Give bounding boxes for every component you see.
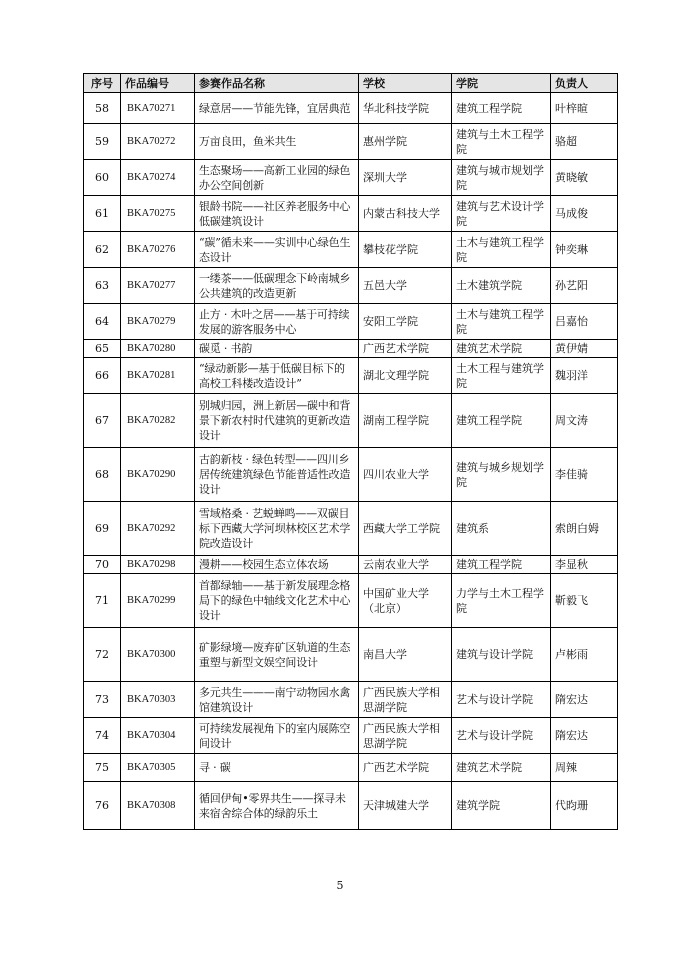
cell-name: 银龄书院——社区养老服务中心低碳建筑设计 [195,196,359,232]
cell-code: BKA70304 [121,718,195,754]
cell-name: 雪域格桑 · 艺蜕蝉鸣——双碳目标下西藏大学河坝林校区艺术学院改造设计 [195,502,359,556]
table-row [84,394,618,448]
cell-name: “绿动新影—基于低碳目标下的高校工科楼改造设计” [195,358,359,394]
cell-code: BKA70300 [121,628,195,682]
header-school: 学校 [359,74,452,93]
table-body [84,93,618,830]
cell-college: 建筑学院 [452,782,551,830]
cell-leader: 骆超 [551,124,618,160]
cell-leader: 靳毅飞 [551,574,618,628]
cell-leader: 隋宏达 [551,718,618,754]
cell-college: 建筑艺术学院 [452,340,551,358]
table-row [84,502,618,556]
cell-leader: 周辣 [551,754,618,782]
cell-school: 广西艺术学院 [359,754,452,782]
cell-leader: 马成俊 [551,196,618,232]
cell-name: “碳”循未来——实训中心绿色生态设计 [195,232,359,268]
cell-seq: 59 [84,124,121,160]
cell-code: BKA70279 [121,304,195,340]
table-row [84,754,618,782]
cell-name: 循回伊甸•零界共生——探寻未来宿舍综合体的绿韵乐土 [195,782,359,830]
cell-name: 古韵新枝 · 绿色转型——四川乡居传统建筑绿色节能普适性改造设计 [195,448,359,502]
cell-school: 惠州学院 [359,124,452,160]
header-name: 参赛作品名称 [195,74,359,93]
table-row [84,196,618,232]
cell-school: 广西民族大学相思湖学院 [359,682,452,718]
cell-name: 一缕茶——低碳理念下岭南城乡公共建筑的改造更新 [195,268,359,304]
cell-seq: 58 [84,93,121,124]
table-row [84,304,618,340]
table-row [84,160,618,196]
cell-code: BKA70281 [121,358,195,394]
cell-code: BKA70275 [121,196,195,232]
cell-college: 建筑与城乡规划学院 [452,448,551,502]
cell-school: 湖北文理学院 [359,358,452,394]
table-row [84,124,618,160]
cell-college: 建筑与土木工程学院 [452,124,551,160]
cell-school: 内蒙古科技大学 [359,196,452,232]
cell-college: 土木与建筑工程学院 [452,304,551,340]
cell-seq: 68 [84,448,121,502]
cell-code: BKA70298 [121,556,195,574]
table-row [84,358,618,394]
cell-school: 攀枝花学院 [359,232,452,268]
cell-name: 碳觅 · 书韵 [195,340,359,358]
cell-name: 首都绿轴——基于新发展理念格局下的绿色中轴线文化艺术中心设计 [195,574,359,628]
cell-leader: 隋宏达 [551,682,618,718]
cell-code: BKA70274 [121,160,195,196]
cell-name: 可持续发展视角下的室内展陈空间设计 [195,718,359,754]
cell-college: 建筑与设计学院 [452,628,551,682]
cell-name: 生态聚场——高新工业园的绿色办公空间创新 [195,160,359,196]
table-row [84,93,618,124]
cell-school: 湖南工程学院 [359,394,452,448]
header-leader: 负责人 [551,74,618,93]
table-row [84,268,618,304]
cell-leader: 李显秋 [551,556,618,574]
cell-seq: 67 [84,394,121,448]
cell-college: 建筑工程学院 [452,394,551,448]
cell-college: 艺术与设计学院 [452,718,551,754]
cell-code: BKA70290 [121,448,195,502]
cell-seq: 64 [84,304,121,340]
cell-name: 止方 · 木叶之居——基于可持续发展的游客服务中心 [195,304,359,340]
cell-seq: 69 [84,502,121,556]
cell-college: 建筑工程学院 [452,556,551,574]
cell-seq: 66 [84,358,121,394]
cell-name: 万亩良田，鱼米共生 [195,124,359,160]
table-row [84,556,618,574]
cell-school: 云南农业大学 [359,556,452,574]
cell-school: 天津城建大学 [359,782,452,830]
table-row [84,628,618,682]
cell-code: BKA70277 [121,268,195,304]
cell-name: 多元共生———南宁动物园水禽馆建筑设计 [195,682,359,718]
table-row [84,448,618,502]
cell-school: 广西民族大学相思湖学院 [359,718,452,754]
entries-table [83,73,618,830]
cell-school: 华北科技学院 [359,93,452,124]
cell-school: 西藏大学工学院 [359,502,452,556]
cell-leader: 索朗白姆 [551,502,618,556]
header-college: 学院 [452,74,551,93]
cell-seq: 73 [84,682,121,718]
table-row [84,574,618,628]
table-header-row [84,74,618,93]
header-code: 作品编号 [121,74,195,93]
cell-code: BKA70292 [121,502,195,556]
cell-leader: 魏羽洋 [551,358,618,394]
cell-school: 广西艺术学院 [359,340,452,358]
cell-code: BKA70276 [121,232,195,268]
cell-school: 安阳工学院 [359,304,452,340]
cell-college: 艺术与设计学院 [452,682,551,718]
cell-name: 寻 · 碳 [195,754,359,782]
header-seq: 序号 [84,74,121,93]
cell-seq: 60 [84,160,121,196]
cell-seq: 76 [84,782,121,830]
cell-code: BKA70303 [121,682,195,718]
table-row [84,718,618,754]
cell-seq: 74 [84,718,121,754]
cell-code: BKA70282 [121,394,195,448]
table-row [84,782,618,830]
cell-school: 中国矿业大学（北京） [359,574,452,628]
cell-school: 四川农业大学 [359,448,452,502]
cell-name: 矿影绿境—废弃矿区轨道的生态重塑与新型文娱空间设计 [195,628,359,682]
cell-leader: 钟奕琳 [551,232,618,268]
cell-seq: 63 [84,268,121,304]
cell-seq: 62 [84,232,121,268]
cell-leader: 孙艺阳 [551,268,618,304]
cell-college: 土木与建筑工程学院 [452,232,551,268]
cell-seq: 71 [84,574,121,628]
cell-school: 南昌大学 [359,628,452,682]
cell-college: 建筑与艺术设计学院 [452,196,551,232]
cell-school: 深圳大学 [359,160,452,196]
cell-seq: 65 [84,340,121,358]
cell-code: BKA70299 [121,574,195,628]
table-row [84,340,618,358]
cell-code: BKA70272 [121,124,195,160]
cell-college: 建筑艺术学院 [452,754,551,782]
cell-seq: 75 [84,754,121,782]
cell-leader: 吕嘉怡 [551,304,618,340]
cell-leader: 代昀珊 [551,782,618,830]
cell-college: 土木工程与建筑学院 [452,358,551,394]
cell-college: 建筑与城市规划学院 [452,160,551,196]
cell-seq: 72 [84,628,121,682]
cell-leader: 黄伊婧 [551,340,618,358]
cell-code: BKA70308 [121,782,195,830]
cell-code: BKA70305 [121,754,195,782]
cell-leader: 黄晓敏 [551,160,618,196]
cell-name: 漫耕——校园生态立体农场 [195,556,359,574]
table-row [84,232,618,268]
cell-leader: 李佳骑 [551,448,618,502]
cell-leader: 卢彬雨 [551,628,618,682]
cell-college: 建筑工程学院 [452,93,551,124]
cell-leader: 周文涛 [551,394,618,448]
cell-college: 建筑系 [452,502,551,556]
table-row [84,682,618,718]
cell-leader: 叶梓暄 [551,93,618,124]
cell-college: 土木建筑学院 [452,268,551,304]
cell-college: 力学与土木工程学院 [452,574,551,628]
cell-name: 别城归园，洲上新居—碳中和背景下新农村时代建筑的更新改造设计 [195,394,359,448]
cell-school: 五邑大学 [359,268,452,304]
cell-seq: 61 [84,196,121,232]
cell-name: 绿意居——节能先锋，宜居典范 [195,93,359,124]
cell-seq: 70 [84,556,121,574]
cell-code: BKA70271 [121,93,195,124]
page-number: 5 [336,879,344,892]
cell-code: BKA70280 [121,340,195,358]
